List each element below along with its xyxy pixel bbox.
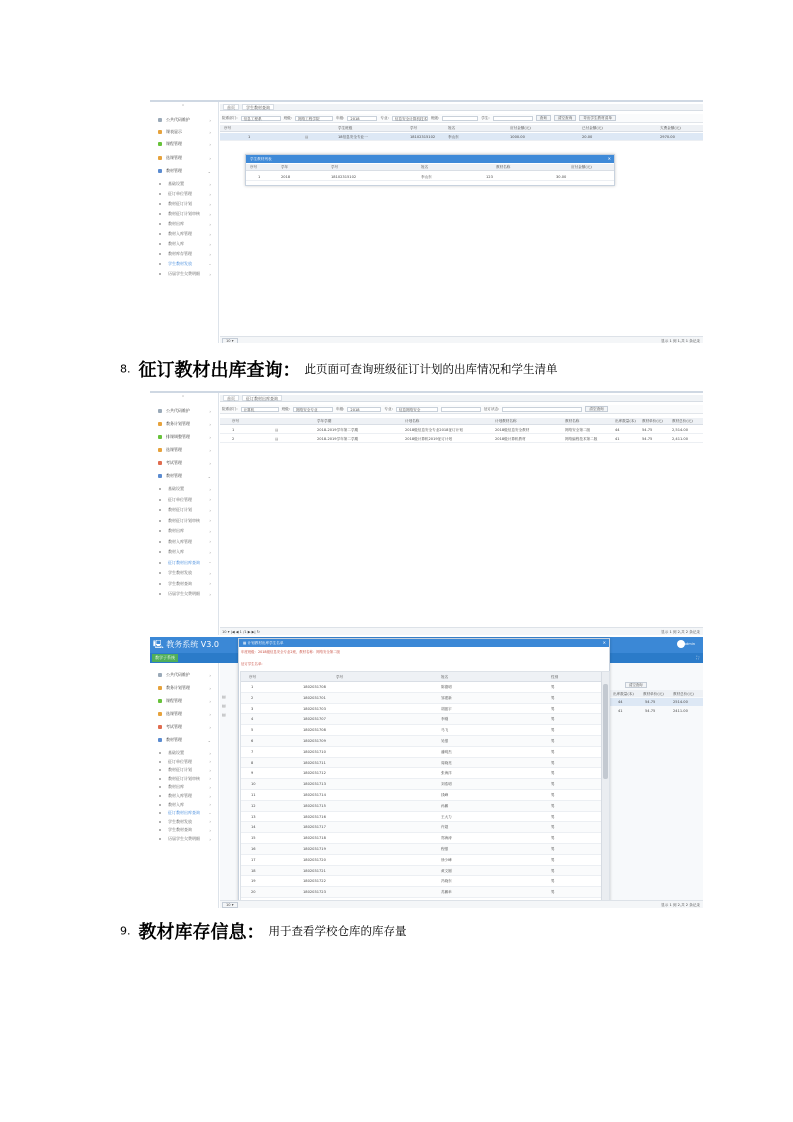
sidebar-subitem[interactable]: 基础设置 ›	[150, 485, 219, 493]
page-size-select[interactable]: 10 ▾	[222, 338, 238, 343]
page-size-select[interactable]: 10 ▾	[222, 902, 238, 908]
tab-bar	[220, 104, 703, 111]
table-row[interactable]: 17 1802031720 徐少峰 男	[241, 855, 601, 866]
sidebar-item[interactable]: 选课管理 ›	[150, 446, 219, 454]
clear-button[interactable]: 清空查询	[625, 682, 647, 688]
grid-header: 序号 学年学期 计划名称 计划教材名称 教材名称 出库数量(本) 教材单价(元) 教材总价(元)	[220, 418, 703, 425]
right-grid-header: 出库数量(本) 教材单价(元) 教材总价(元)	[610, 690, 703, 697]
filter-bar: 院系部门: 计算机 班级: 网络安全专业 年级: 2018 专业: 信息网络安全 征订状态: 清空查询	[220, 405, 703, 414]
modal-title: 学生教材列表	[246, 155, 614, 163]
table-row[interactable]: 18 1802031721 黄文刚 男	[241, 866, 601, 877]
sidebar-subitem[interactable]: 历届学生欠费明细 ›	[150, 835, 219, 843]
monitor-icon: 🖳	[153, 640, 164, 649]
close-icon[interactable]: ✕	[607, 156, 611, 161]
tab-home[interactable]: 首页	[223, 104, 239, 110]
menu-button[interactable]: 教学子系统 ⛶	[150, 653, 703, 663]
pager: 10 ▾ |◀ ◀ 1 /1 ▶ ▶| ↻ 显示 1 到 2,共 2 条记录	[220, 627, 703, 635]
table-row[interactable]: 20 1802031723 苏鹏举 男	[241, 887, 601, 898]
sidebar-subitem[interactable]: 历届学生欠费明细 ›	[150, 270, 219, 278]
sidebar-subitem[interactable]: 征订单位管理 ›	[150, 190, 219, 198]
sidebar-subitem[interactable]: 学生教材查询 ›	[150, 580, 219, 588]
sidebar-item[interactable]: 教务计划管理 ›	[150, 420, 219, 428]
sidebar	[150, 663, 219, 908]
sidebar-subitem[interactable]: 教材出库 ›	[150, 220, 219, 228]
grade-select[interactable]: 2018	[347, 116, 377, 121]
table-row[interactable]: 9 1802031712 张海洋 男	[241, 768, 601, 779]
collapse-icon[interactable]: ˄	[182, 395, 184, 400]
sidebar-subitem[interactable]: 教材入库 ›	[150, 548, 219, 556]
detail-icon[interactable]: ▤	[222, 694, 226, 699]
sidebar	[150, 393, 219, 635]
sidebar-item[interactable]: 考试管理 ›	[150, 459, 219, 467]
sidebar-item[interactable]: 课表显示 ›	[150, 128, 219, 136]
sidebar-subitem[interactable]: 学生教材发放 –	[150, 260, 219, 268]
fullscreen-icon[interactable]: ⛶	[696, 655, 699, 660]
tab-home[interactable]: 首页	[223, 395, 239, 401]
table-row[interactable]: 14 1802031717 许超 男	[241, 822, 601, 833]
sidebar	[150, 102, 219, 343]
dept-select[interactable]: 计算机	[241, 407, 279, 412]
table-row[interactable]: 1 ▤ 18信息安全专业一 18102315102 李山东 1000.00 20.00 2970.00	[220, 133, 703, 141]
username[interactable]: admin	[683, 642, 695, 646]
tab-bar	[220, 395, 703, 402]
table-row[interactable]: 5 1802031708 马飞 男	[241, 725, 601, 736]
tab-student-query[interactable]: 学生教材查询	[242, 104, 274, 110]
clear-button[interactable]: 清空查询	[554, 115, 576, 121]
search-button[interactable]: 查询	[536, 115, 551, 121]
section-heading-9: 9. 教材库存信息： 用于查看学校仓库的库存量	[120, 922, 407, 943]
plan-input[interactable]	[441, 407, 481, 412]
export-button[interactable]: 导出学生教材清单	[579, 115, 616, 121]
sidebar-item[interactable]: 选课管理 ›	[150, 154, 219, 162]
sidebar-item[interactable]: 教材管理 ⌄	[150, 736, 219, 744]
table-row[interactable]: 3 1802031703 胡振宇 男	[241, 704, 601, 715]
table-row[interactable]: 13 1802031716 王大力 男	[241, 812, 601, 823]
sidebar-subitem[interactable]: 教材出库 ›	[150, 527, 219, 535]
sidebar-item[interactable]: 教务计划管理 ›	[150, 684, 219, 692]
student-list-modal	[238, 638, 610, 908]
sidebar-subitem[interactable]: 征订单位管理 ›	[150, 758, 219, 766]
student-input[interactable]	[493, 116, 533, 121]
sidebar-subitem[interactable]: 教材入库管理 ›	[150, 230, 219, 238]
clear-button[interactable]: 清空查询	[585, 406, 607, 412]
modal-note: 征订学生名单:	[241, 662, 263, 666]
sidebar-item[interactable]: 公共代码维护 ›	[150, 407, 219, 415]
detail-icon[interactable]: ▤	[275, 437, 279, 441]
sidebar-subitem[interactable]: 学生教材发放 ›	[150, 818, 219, 826]
modal-table	[240, 671, 610, 908]
sidebar-subitem[interactable]: 征订教材出库查询 –	[150, 809, 219, 817]
right-row[interactable]: 44 54.75 2514.00	[610, 698, 703, 706]
sidebar-item[interactable]: 选课管理 ›	[150, 710, 219, 718]
modal-info: 年度班级：2018级信息安全专业2班，教材名称：网络安全第二版	[241, 650, 340, 654]
screenshot-student-textbook-query	[150, 100, 703, 343]
filter-bar: 院系部门: 信息工程系 班级: 网络工程学院 年级: 2018 专业: 信息安全计算机技术 班级: 学生: 查询 清空查询 导出学生教材清单	[220, 114, 703, 123]
table-row[interactable]: 4 1802031707 李刚 男	[241, 714, 601, 725]
sidebar-item[interactable]: 公共代码维护 ›	[150, 116, 219, 124]
sidebar-subitem[interactable]: 征订单位管理 ›	[150, 496, 219, 504]
table-row[interactable]: 1 1802031708 陈德明 男	[241, 682, 601, 693]
sidebar-subitem[interactable]: 教材入库 ›	[150, 801, 219, 809]
sidebar-subitem[interactable]: 教材入库 ›	[150, 240, 219, 248]
sidebar-subitem[interactable]: 教材征订计划审核 ›	[150, 517, 219, 525]
screenshot-outbound-query	[150, 391, 703, 635]
section-heading-8: 8. 征订教材出库查询： 此页面可查询班级征订计划的出库情况和学生清单	[120, 360, 558, 381]
table-row[interactable]: 19 1802031722 冯晓东 男	[241, 876, 601, 887]
tab-outbound-query[interactable]: 征订教材出库查询	[242, 395, 282, 401]
scrollbar[interactable]	[601, 672, 609, 908]
sidebar-item[interactable]: 排课调整管理 ›	[150, 433, 219, 441]
sidebar-subitem[interactable]: 教材征订计划 ›	[150, 506, 219, 514]
major-select[interactable]: 信息安全计算机技术	[392, 116, 428, 121]
list-icon: ▦	[243, 641, 248, 645]
sidebar-item[interactable]: 教材管理 ⌄	[150, 472, 219, 480]
sidebar-subitem[interactable]: 征订教材出库查询 –	[150, 559, 219, 567]
detail-icon[interactable]: ▤	[222, 703, 226, 708]
right-row[interactable]: 41 54.75 2411.00	[618, 709, 688, 713]
sidebar-item[interactable]: 教材管理 ⌄	[150, 167, 219, 175]
class-input[interactable]	[442, 116, 478, 121]
table-row[interactable]: 8 1802031711 周晓亮 男	[241, 758, 601, 769]
grade-select[interactable]: 2018	[347, 407, 381, 412]
table-row[interactable]: 11 1802031714 钱峰 男	[241, 790, 601, 801]
sidebar-subitem[interactable]: 教材入库管理 ›	[150, 538, 219, 546]
table-row[interactable]: 7 1802031710 潘明杰 男	[241, 747, 601, 758]
sidebar-subitem[interactable]: 历届学生欠费明细 ›	[150, 590, 219, 598]
table-row[interactable]: 1 ▤ 2018-2019学年第二学期 2018级信息安全专业2018征订计划 2018级信息安全教材 网络安全第二版 44 54.75 2,514.00	[220, 426, 703, 434]
sidebar-subitem[interactable]: 教材库存管理 ›	[150, 250, 219, 258]
sidebar-subitem[interactable]: 教材征订计划 ›	[150, 766, 219, 774]
sidebar-subitem[interactable]: 基础设置 ›	[150, 749, 219, 757]
sidebar-subitem[interactable]: 教材征订计划 ›	[150, 200, 219, 208]
sidebar-item[interactable]: 课程管理 ›	[150, 140, 219, 148]
sidebar-item[interactable]: 公共代码维护 ›	[150, 671, 219, 679]
sidebar-subitem[interactable]: 基础设置 ›	[150, 180, 219, 188]
sidebar-subitem[interactable]: 教材出库 ›	[150, 783, 219, 791]
class-select[interactable]: 网络工程学院	[295, 116, 333, 121]
detail-icon[interactable]: ▤	[305, 135, 309, 139]
table-row[interactable]: 2 1802031701 邹建新 男	[241, 693, 601, 704]
status-select[interactable]	[502, 407, 582, 412]
sidebar-subitem[interactable]: 教材征订计划审核 ›	[150, 210, 219, 218]
collapse-icon[interactable]: ˄	[182, 104, 184, 109]
class-select[interactable]: 网络安全专业	[293, 407, 333, 412]
table-row[interactable]: 10 1802031713 刘浩明 男	[241, 779, 601, 790]
student-textbook-modal	[245, 154, 615, 186]
sidebar-subitem[interactable]: 教材入库管理 ›	[150, 792, 219, 800]
pager: 10 ▾ 显示 1 到 1,共 1 条记录	[220, 336, 703, 343]
modal-title: ▦ 计划教材出库学生名单	[239, 639, 609, 647]
dept-select[interactable]: 信息工程系	[241, 116, 281, 121]
close-icon[interactable]: ✕	[602, 640, 606, 645]
sidebar-item[interactable]: 课程管理 ›	[150, 697, 219, 705]
screenshot-student-list-modal	[150, 637, 703, 908]
table-row[interactable]: 15 1802031718 郑海涛 男	[241, 833, 601, 844]
brand: 🖳 教务系统 V3.0	[153, 640, 219, 649]
detail-icon[interactable]: ▤	[275, 428, 279, 432]
modal-table-row[interactable]: 1 2018 18102315102 李山东 123 30.00	[246, 173, 614, 181]
table-row[interactable]: 2 ▤ 2018-2019学年第二学期 2018级计算机2019征订计划 2018级计算机教材 网络编程技术第二版 41 54.75 2,411.00	[220, 435, 703, 443]
sidebar-subitem[interactable]: 学生教材查询 ›	[150, 826, 219, 834]
grid-header: 序号 学生班级 学号 姓名 应付金额(元) 已付金额(元) 欠费金额(元)	[220, 125, 703, 132]
modal-grid-header: 序号 学年 学号 姓名 教材名称 应付金额(元)	[246, 164, 614, 171]
detail-icon[interactable]: ▤	[222, 712, 226, 717]
pager: 10 ▾ 显示 1 到 2,共 2 条记录	[220, 900, 703, 908]
modal-grid-header: 序号 学号 姓名 性别	[241, 672, 601, 682]
sidebar-item[interactable]: 考试管理 ›	[150, 723, 219, 731]
sidebar-subitem[interactable]: 教材征订计划审核 ›	[150, 775, 219, 783]
pager-controls[interactable]: 10 ▾ |◀ ◀ 1 /1 ▶ ▶| ↻	[222, 630, 260, 634]
table-row[interactable]: 16 1802031719 程强 男	[241, 844, 601, 855]
table-row[interactable]: 12 1802031715 孙鹏 男	[241, 801, 601, 812]
table-row[interactable]: 6 1802031709 吴强 男	[241, 736, 601, 747]
major-select[interactable]: 信息网络安全	[396, 407, 438, 412]
sidebar-subitem[interactable]: 学生教材发放 ›	[150, 569, 219, 577]
